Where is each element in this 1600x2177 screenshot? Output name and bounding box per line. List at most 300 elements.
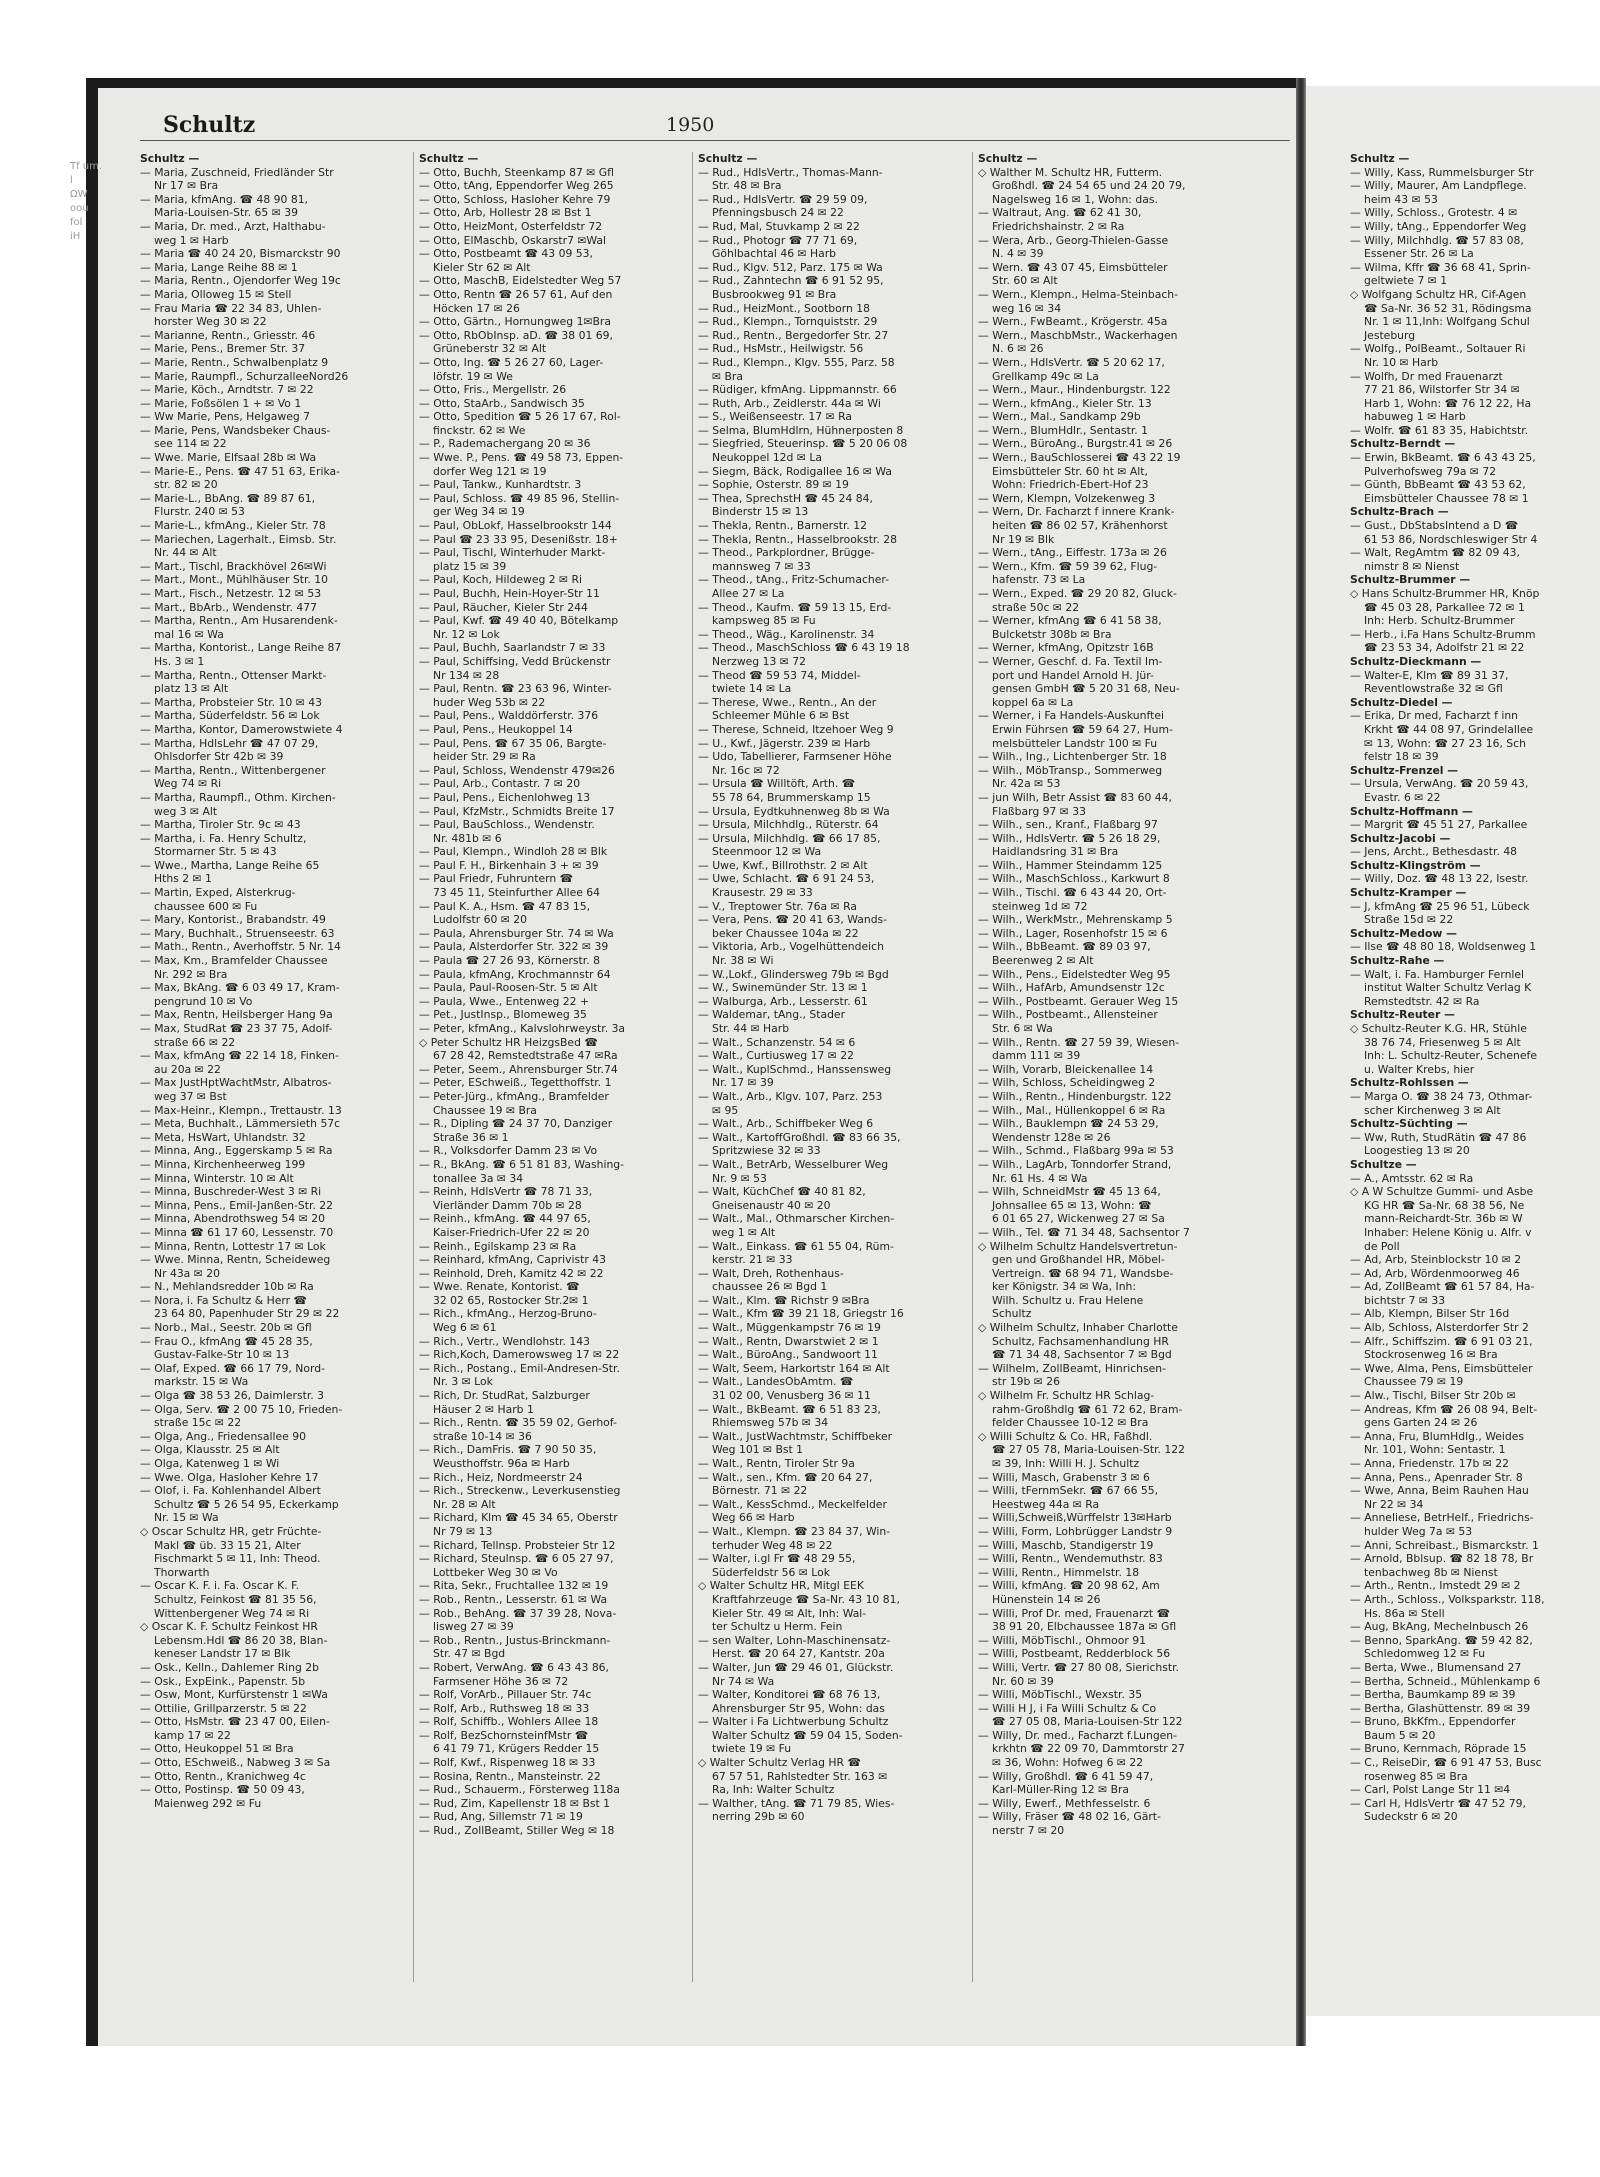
entry-continuation: Schleemer Mühle 6 ✉ Bst — [712, 709, 850, 723]
entry-continuation: Hünenstein 14 ✉ 26 — [992, 1592, 1101, 1606]
directory-entry: — Minna, Buschreder-West 3 ✉ Ri — [140, 1185, 322, 1199]
directory-entry: — Walt., BetrArb, Wesselburer Weg — [698, 1157, 889, 1171]
entry-continuation: kampsweg 85 ✉ Fu — [712, 614, 816, 628]
entry-continuation: Nagelsweg 16 ✉ 1, Wohn: das. — [992, 192, 1158, 206]
directory-column-1 — [140, 152, 408, 2012]
directory-entry: — Anna, Pens., Apenrader Str. 8 — [1350, 1470, 1523, 1484]
directory-entry: — Paul, Arb., Contastr. 7 ✉ 20 — [419, 777, 581, 791]
directory-entry: — Paul, BauSchloss., Wendenstr. — [419, 818, 595, 832]
entry-continuation: chaussee 600 ✉ Fu — [154, 899, 258, 913]
entry-continuation: twiete 19 ✉ Fu — [712, 1742, 792, 1756]
directory-entry: — Reinhard, kfmAng, Caprivistr 43 — [419, 1253, 606, 1267]
entry-continuation: Nr 43a ✉ 20 — [154, 1266, 220, 1280]
directory-entry: — Mary, Buchhalt., Struenseestr. 63 — [140, 926, 335, 940]
directory-entry: — Mart., Tischl, Brackhövel 26✉Wi — [140, 559, 327, 573]
directory-entry: ◇ Wilhelm Schultz Handelsvertretun- — [978, 1239, 1178, 1253]
directory-entry: — Peter, kfmAng., Kalvslohrweystr. 3a — [419, 1022, 626, 1035]
directory-entry: — Osk., Kelln., Dahlemer Ring 2b — [140, 1660, 320, 1674]
entry-continuation: straße 10-14 ✉ 36 — [433, 1429, 532, 1443]
directory-entry: — Martha, Tiroler Str. 9c ✉ 43 — [140, 818, 301, 832]
surname-heading: Schultze — — [1350, 1157, 1417, 1171]
entry-continuation: hafenstr. 73 ✉ La — [992, 573, 1086, 587]
directory-entry: ◇ Wilhelm Schultz, Inhaber Charlotte — [978, 1321, 1178, 1335]
directory-entry: — A., Amtsstr. 62 ✉ Ra — [1350, 1171, 1474, 1185]
directory-entry: — Ilse ☎ 48 80 18, Woldsenweg 1 — [1350, 940, 1537, 954]
entry-continuation: Loogestieg 13 ✉ 20 — [1364, 1144, 1470, 1158]
directory-entry: — Paula, Paul-Roosen-Str. 5 ✉ Alt — [419, 981, 598, 995]
directory-entry: — Marie-E., Pens. ☎ 47 51 63, Erika- — [140, 464, 341, 478]
margin-note: Tf um. — [70, 161, 103, 172]
entry-continuation: Nr. 12 ✉ Lok — [433, 627, 500, 641]
directory-entry: — Wera, Arb., Georg-Thielen-Gasse — [978, 233, 1169, 247]
entry-continuation: Ahrensburger Str 95, Wohn: das — [712, 1701, 885, 1715]
entry-continuation: Haidlandsring 31 ✉ Bra — [992, 845, 1119, 859]
directory-entry: — Willi,Schweiß,Würffelstr 13✉Harb — [978, 1511, 1172, 1525]
directory-entry: — Reinhold, Dreh, Kamitz 42 ✉ 22 — [419, 1266, 604, 1280]
entry-continuation: ker Königstr. 34 ✉ Wa, Inh: — [992, 1280, 1137, 1294]
entry-continuation: Vertreign. ☎ 68 94 71, Wandsbe- — [992, 1266, 1174, 1280]
entry-continuation: Pfenningsbusch 24 ✉ 22 — [712, 206, 844, 220]
directory-entry: — Walt., JustWachtmstr, Schiffbeker — [698, 1429, 893, 1443]
entry-continuation: Nr 134 ✉ 28 — [433, 668, 500, 682]
directory-entry: — Willy, Fräser ☎ 48 02 16, Gärt- — [978, 1810, 1161, 1824]
entry-continuation: Krkht ☎ 44 08 97, Grindelallee — [1364, 722, 1534, 736]
entry-continuation: Erwin Führsen ☎ 59 64 27, Hum- — [992, 722, 1173, 736]
entry-continuation: Nr. 44 ✉ Alt — [154, 546, 217, 560]
directory-entry: — Willi, Form, Lohbrügger Landstr 9 — [978, 1524, 1173, 1538]
directory-entry: — Rolf, Schiffb., Wohlers Allee 18 — [419, 1715, 599, 1729]
directory-entry: — Otto, Gärtn., Hornungweg 1✉Bra — [419, 315, 611, 329]
directory-entry: — Theod., Parkplordner, Brügge- — [698, 546, 875, 560]
entry-continuation: Inh: Herb. Schultz-Brummer — [1364, 614, 1515, 628]
entry-continuation: see 114 ✉ 22 — [154, 437, 227, 451]
directory-entry: — Marie, Köch., Arndtstr. 7 ✉ 22 — [140, 383, 314, 397]
directory-entry: — Olga, Ang., Friedensallee 90 — [140, 1429, 306, 1443]
directory-entry: — Wolfh, Dr med Frauenarzt — [1350, 369, 1503, 383]
entry-continuation: Schultz ☎ 5 26 54 95, Eckerkamp — [154, 1497, 339, 1511]
entry-continuation: 61 53 86, Nordschleswiger Str 4 — [1364, 532, 1538, 546]
entry-continuation: weg 1 ✉ Harb — [154, 233, 229, 247]
directory-entry: — Otto, Spedition ☎ 5 26 17 67, Rol- — [419, 410, 621, 424]
entry-continuation: Kieler Str 62 ✉ Alt — [433, 260, 531, 274]
entry-continuation: institut Walter Schultz Verlag K — [1364, 981, 1532, 995]
directory-entry: — Therese, Wwe., Rentn., An der — [698, 695, 877, 709]
entry-continuation: Straße 15d ✉ 22 — [1364, 913, 1454, 927]
directory-entry: — Bertha, Schneid., Mühlenkamp 6 — [1350, 1674, 1541, 1688]
directory-entry: — Wolfr. ☎ 61 83 35, Habichtstr. — [1350, 423, 1529, 437]
directory-entry: — Frau Maria ☎ 22 34 83, Uhlen- — [140, 301, 322, 315]
entry-continuation: Hths 2 ✉ 1 — [154, 872, 212, 886]
directory-entry: — Paul, KfzMstr., Schmidts Breite 17 — [419, 804, 615, 818]
directory-entry: — Therese, Schneid, Itzehoer Weg 9 — [698, 722, 894, 736]
directory-entry: — Ottilie, Grillparzerstr. 5 ✉ 22 — [140, 1701, 307, 1715]
directory-entry: — C., ReiseDir, ☎ 6 91 47 53, Busc — [1350, 1756, 1542, 1770]
surname-heading: Schultz — — [1350, 152, 1410, 165]
directory-entry: — Willi, Vertr. ☎ 27 80 08, Sierichstr. — [978, 1660, 1179, 1674]
directory-entry: — Willy, tAng., Eppendorfer Weg — [1350, 219, 1527, 233]
directory-entry: — Olga ☎ 38 53 26, Daimlerstr. 3 — [140, 1389, 325, 1403]
directory-entry: — Peter, ESchweiß., Tegetthoffstr. 1 — [419, 1076, 612, 1090]
entry-continuation: hulder Weg 7a ✉ 53 — [1364, 1524, 1473, 1538]
running-head-name: Schultz — [163, 112, 256, 138]
entry-continuation: Maienweg 292 ✉ Fu — [154, 1796, 262, 1810]
entry-continuation: au 20a ✉ 22 — [154, 1062, 221, 1076]
surname-heading: Schultz-Hoffmann — — [1350, 804, 1473, 818]
entry-continuation: Essener Str. 26 ✉ La — [1364, 247, 1474, 261]
entry-continuation: Farmsener Höhe 36 ✉ 72 — [433, 1674, 569, 1688]
directory-entry: — Rob., Rentn., Justus-Brinckmann- — [419, 1633, 611, 1647]
entry-continuation: Str. 6 ✉ Wa — [992, 1022, 1053, 1035]
directory-entry: — Otto, Schloss, Hasloher Kehre 79 — [419, 192, 611, 206]
entry-continuation: twiete 14 ✉ La — [712, 682, 792, 696]
entry-continuation: mal 16 ✉ Wa — [154, 627, 224, 641]
directory-entry: — Otto, HsMstr. ☎ 23 47 00, Eilen- — [140, 1715, 330, 1729]
directory-entry: — Marie-L., BbAng. ☎ 89 87 61, — [140, 491, 316, 505]
directory-entry: ◇ Walter Schultz HR, Mitgl EEK — [698, 1579, 864, 1593]
directory-entry: — Paula ☎ 27 26 93, Körnerstr. 8 — [419, 954, 600, 968]
directory-entry: — Paul, Pens. ☎ 67 35 06, Bargte- — [419, 736, 607, 750]
directory-entry: — Wern., tAng., Eiffestr. 173a ✉ 26 — [978, 546, 1167, 560]
directory-entry: — Wilh., MöbTransp., Sommerweg — [978, 763, 1163, 777]
directory-entry: — Frau O., kfmAng ☎ 45 28 35, — [140, 1334, 313, 1348]
directory-entry: — Wwe. Minna, Rentn, Scheideweg — [140, 1253, 331, 1267]
directory-entry: — Mart., Mont., Mühlhäuser Str. 10 — [140, 573, 329, 587]
margin-note: fol — [70, 217, 83, 228]
directory-entry: — Walt, RegAmtm ☎ 82 09 43, — [1350, 546, 1520, 560]
directory-entry: — Rita, Sekr., Fruchtallee 132 ✉ 19 — [419, 1579, 609, 1593]
directory-entry: — Wilhelm, ZollBeamt, Hinrichsen- — [978, 1361, 1167, 1375]
entry-continuation: Nr. 3 ✉ Lok — [433, 1375, 493, 1389]
directory-entry: — Arth., Rentn., Imstedt 29 ✉ 2 — [1350, 1579, 1521, 1593]
entry-continuation: rahm-Großhdlg ☎ 61 72 62, Bram- — [992, 1402, 1183, 1416]
entry-continuation: Nr. 9 ✉ 53 — [712, 1171, 767, 1185]
entry-continuation: Eimsbütteler Str. 60 ht ✉ Alt, — [992, 464, 1148, 478]
directory-entry: — Willy, Doz. ☎ 48 13 22, Isestr. — [1350, 872, 1529, 886]
directory-entry: — Otto, Postinsp. ☎ 50 09 43, — [140, 1783, 305, 1797]
directory-entry: — Olaf, Exped. ☎ 66 17 79, Nord- — [140, 1361, 325, 1375]
entry-continuation: Nr. 38 ✉ Wi — [712, 954, 774, 968]
directory-entry: — Anna, Friedenstr. 17b ✉ 22 — [1350, 1457, 1510, 1470]
directory-entry: — Ww Marie, Pens, Helgaweg 7 — [140, 410, 311, 424]
entry-continuation: str. 82 ✉ 20 — [154, 478, 218, 492]
directory-entry: — Willi, tFernmSekr. ☎ 67 66 55, — [978, 1484, 1159, 1498]
entry-continuation: keneser Landstr 17 ✉ Blk — [154, 1647, 291, 1661]
directory-entry: — Minna, Rentn, Lottestr 17 ✉ Lok — [140, 1239, 326, 1253]
directory-entry: — Willi, MöbTischl., Wexstr. 35 — [978, 1688, 1143, 1702]
entry-continuation: u. Walter Krebs, hier — [1364, 1062, 1475, 1076]
entry-continuation: Süderfeldstr 56 ✉ Lok — [712, 1565, 830, 1579]
directory-entry: — Wern, Dr. Facharzt f innere Krank- — [978, 505, 1175, 519]
entry-continuation: 77 21 86, Wilstorfer Str 34 ✉ — [1364, 383, 1520, 397]
directory-entry: — Jens, Archt., Bethesdastr. 48 — [1350, 845, 1518, 859]
entry-continuation: Nr. 16c ✉ 72 — [712, 763, 780, 777]
directory-entry: — Rolf, BezSchornsteinfMstr ☎ — [419, 1728, 589, 1742]
directory-entry: — Benno, SparkAng. ☎ 59 42 82, — [1350, 1633, 1533, 1647]
directory-entry: — Rud., ZollBeamt, Stiller Weg ✉ 18 — [419, 1824, 615, 1838]
directory-entry: — Sophie, Osterstr. 89 ✉ 19 — [698, 478, 849, 492]
entry-continuation: Börnestr. 71 ✉ 22 — [712, 1484, 808, 1498]
directory-entry: — Wilh., Lager, Rosenhofstr 15 ✉ 6 — [978, 926, 1168, 940]
entry-continuation: Hs. 3 ✉ 1 — [154, 654, 205, 668]
directory-entry: — Martha, Kontor, Damerowstwiete 4 — [140, 722, 343, 736]
directory-entry: — Wilh, Schloss, Scheidingweg 2 — [978, 1076, 1156, 1090]
directory-entry: — Willy, Maurer, Am Landpflege. — [1350, 179, 1527, 193]
directory-entry: — Alfr., Schiffszim. ☎ 6 91 03 21, — [1350, 1334, 1533, 1348]
directory-entry: — Olga, Serv. ☎ 2 00 75 10, Frieden- — [140, 1402, 343, 1416]
entry-continuation: Schultz — [992, 1307, 1032, 1321]
directory-entry: — Paula, Alsterdorfer Str. 322 ✉ 39 — [419, 940, 609, 954]
entry-continuation: Friedrichshainstr. 2 ✉ Ra — [992, 219, 1125, 233]
directory-entry: — Bertha, Baumkamp 89 ✉ 39 — [1350, 1688, 1516, 1702]
directory-entry: — Marie, Rentn., Schwalbenplatz 9 — [140, 355, 329, 369]
directory-entry: — Robert, VerwAng. ☎ 6 43 43 86, — [419, 1660, 609, 1674]
directory-entry: — Wern., Kfm. ☎ 59 39 62, Flug- — [978, 559, 1158, 573]
directory-entry: — Rich., kfmAng., Herzog-Bruno- — [419, 1307, 597, 1321]
entry-continuation: ☎ Sa-Nr. 36 52 31, Rödingsma — [1364, 301, 1532, 315]
entry-continuation: tenbachweg 8b ✉ Nienst — [1364, 1565, 1498, 1579]
directory-entry: — Walt, KüchChef ☎ 40 81 82, — [698, 1185, 866, 1199]
directory-entry: — Wilh., HdlsVertr. ☎ 5 26 18 29, — [978, 831, 1161, 845]
entry-continuation: Neukoppel 12d ✉ La — [712, 451, 822, 465]
directory-entry: — Martha, Probsteier Str. 10 ✉ 43 — [140, 695, 322, 709]
entry-continuation: löfstr. 19 ✉ We — [433, 369, 513, 383]
directory-entry: — Marie, Pens, Wandsbeker Chaus- — [140, 423, 331, 437]
entry-continuation: Baum 5 ✉ 20 — [1364, 1728, 1436, 1742]
directory-entry: — Wern., Maur., Hindenburgstr. 122 — [978, 383, 1171, 397]
directory-entry: — Peter, Seem., Ahrensburger Str.74 — [419, 1062, 618, 1076]
entry-continuation: koppel 6a ✉ La — [992, 695, 1074, 709]
directory-entry: — Otto, Arb, Hollestr 28 ✉ Bst 1 — [419, 206, 592, 220]
entry-continuation: Nr 17 ✉ Bra — [154, 179, 219, 193]
directory-entry: — Otto, Buchh, Steenkamp 87 ✉ Gfl — [419, 165, 614, 179]
entry-continuation: 73 45 11, Steinfurther Allee 64 — [433, 886, 601, 900]
entry-continuation: Wilh. Schultz u. Frau Helene — [992, 1293, 1144, 1307]
directory-entry: — Carl, Polst Lange Str 11 ✉4 — [1350, 1783, 1511, 1797]
directory-entry: — Walter-E, Klm ☎ 89 31 37, — [1350, 668, 1509, 682]
entry-continuation: Beerenweg 2 ✉ Alt — [992, 954, 1094, 968]
directory-entry: — Walt., Curtiusweg 17 ✉ 22 — [698, 1049, 855, 1063]
directory-entry: — Rich, Dr. StudRat, Salzburger — [419, 1389, 590, 1403]
header-rule — [140, 140, 1290, 141]
directory-entry: — Günth, BbBeamt ☎ 43 53 62, — [1350, 478, 1526, 492]
directory-entry: ◇ Wilhelm Fr. Schultz HR Schlag- — [978, 1389, 1155, 1403]
entry-continuation: Johnsallee 65 ✉ 13, Wohn: ☎ — [992, 1198, 1152, 1212]
directory-entry: — Anneliese, BetrHelf., Friedrichs- — [1350, 1511, 1534, 1525]
directory-column-3 — [698, 152, 966, 2012]
entry-continuation: lisweg 27 ✉ 39 — [433, 1620, 514, 1634]
directory-entry: — Max, Rentn, Heilsberger Hang 9a — [140, 1008, 333, 1022]
entry-continuation: 32 02 65, Rostocker Str.2✉ 1 — [433, 1293, 589, 1307]
directory-entry: — Minna, Winterstr. 10 ✉ Alt — [140, 1171, 294, 1185]
directory-entry: — Ad, ZollBeamt ☎ 61 57 84, Ha- — [1350, 1280, 1535, 1294]
entry-continuation: Kieler Str. 49 ✉ Alt, Inh: Wal- — [712, 1606, 867, 1620]
directory-entry: — Maria, Dr. med., Arzt, Halthabu- — [140, 219, 326, 233]
entry-continuation: ☎ 27 05 78, Maria-Louisen-Str. 122 — [992, 1443, 1185, 1457]
entry-continuation: scher Kirchenweg 3 ✉ Alt — [1364, 1103, 1501, 1117]
directory-entry: — Olga, Klausstr. 25 ✉ Alt — [140, 1443, 280, 1457]
entry-continuation: ✉ 95 — [712, 1103, 739, 1117]
margin-note: l — [70, 175, 73, 186]
directory-entry: — Walt., sen., Kfm. ☎ 20 64 27, — [698, 1470, 873, 1484]
directory-entry: — Rud., Photogr ☎ 77 71 69, — [698, 233, 858, 247]
directory-entry: — Wilh., Mal., Hüllenkoppel 6 ✉ Ra — [978, 1103, 1166, 1117]
directory-entry: — Anni, Schreibast., Bismarckstr. 1 — [1350, 1538, 1539, 1552]
directory-entry: — R., BkAng. ☎ 6 51 81 83, Washing- — [419, 1157, 625, 1171]
entry-continuation: Nr 19 ✉ Blk — [992, 532, 1055, 546]
directory-entry: — Wilh., MaschSchloss., Karkwurt 8 — [978, 872, 1170, 886]
entry-continuation: Nr 79 ✉ 13 — [433, 1524, 493, 1538]
directory-entry: — Martha, i. Fa. Henry Schultz, — [140, 831, 307, 845]
entry-continuation: Spritzwiese 32 ✉ 33 — [712, 1144, 821, 1158]
directory-entry: — Willy, Dr. med., Facharzt f.Lungen- — [978, 1728, 1178, 1742]
entry-continuation: ✉ 13, Wohn: ☎ 27 23 16, Sch — [1364, 736, 1526, 750]
directory-entry: — Siegfried, Steuerinsp. ☎ 5 20 06 08 — [698, 437, 908, 451]
directory-entry: — Meta, Buchhalt., Lämmersieth 57c — [140, 1117, 341, 1131]
directory-entry: — Osw, Mont, Kurfürstenstr 1 ✉Wa — [140, 1688, 328, 1702]
directory-entry: — Martha, Rentn., Ottenser Markt- — [140, 668, 327, 682]
directory-entry: — Paul, Schiffsing, Vedd Brückenstr — [419, 654, 611, 668]
directory-entry: — Ruth, Arb., Zeidlerstr. 44a ✉ Wi — [698, 396, 881, 410]
entry-continuation: Stockrosenweg 16 ✉ Bra — [1364, 1348, 1498, 1362]
directory-entry: — Rud., Rentn., Bergedorfer Str. 27 — [698, 328, 889, 342]
directory-entry: — Rud., HsMstr., Heilwigstr. 56 — [698, 342, 864, 356]
entry-continuation: rosenweg 85 ✉ Bra — [1364, 1769, 1468, 1783]
directory-entry: — Ursula, VerwAng. ☎ 20 59 43, — [1350, 777, 1529, 791]
entry-continuation: Steenmoor 12 ✉ Wa — [712, 845, 822, 859]
directory-entry: — Marie, Pens., Bremer Str. 37 — [140, 342, 306, 356]
entry-continuation: 67 57 51, Rahlstedter Str. 163 ✉ — [712, 1769, 888, 1783]
entry-continuation: platz 15 ✉ 39 — [433, 559, 507, 573]
directory-entry: — Alb, Klempn, Bilser Str 16d — [1350, 1307, 1510, 1321]
directory-entry: — Otto, MaschB, Eidelstedter Weg 57 — [419, 274, 622, 288]
entry-continuation: ✉ 36, Wohn: Hofweg 6 ✉ 22 — [992, 1756, 1144, 1770]
column-divider — [413, 152, 414, 1982]
entry-continuation: Großhdl. ☎ 24 54 65 und 24 20 79, — [992, 179, 1186, 193]
directory-entry: — Thea, SprechstH ☎ 45 24 84, — [698, 491, 873, 505]
directory-entry: — Paul, Rentn. ☎ 23 63 96, Winter- — [419, 682, 612, 696]
directory-entry: — R., Dipling ☎ 24 37 70, Danziger — [419, 1117, 613, 1131]
entry-continuation: Höcken 17 ✉ 26 — [433, 301, 520, 315]
surname-heading: Schultz-Brummer — — [1350, 573, 1471, 587]
page-year: 1950 — [666, 114, 715, 136]
directory-entry: — Paul, ObLokf, Hasselbrookstr 144 — [419, 519, 612, 533]
directory-entry: — Berta, Wwe., Blumensand 27 — [1350, 1660, 1522, 1674]
directory-entry: — Pet., JustInsp., Blomeweg 35 — [419, 1008, 587, 1022]
directory-entry: — Anna, Fru, BlumHdlg., Weides — [1350, 1429, 1525, 1443]
directory-entry: — Wilh., Hammer Steindamm 125 — [978, 858, 1163, 872]
directory-entry: — Erwin, BkBeamt. ☎ 6 43 43 25, — [1350, 451, 1536, 465]
directory-entry: — Walt, i. Fa. Hamburger Fernlel — [1350, 967, 1525, 981]
entry-continuation: weg 1 ✉ Alt — [712, 1225, 776, 1239]
directory-entry: — Wilh., WerkMstr., Mehrenskamp 5 — [978, 913, 1173, 927]
directory-entry: — Minna, Pens., Emil-Janßen-Str. 22 — [140, 1198, 334, 1212]
entry-continuation: ☎ 23 53 34, Adolfstr 21 ✉ 22 — [1364, 641, 1525, 655]
directory-entry: — Rud., Klgv. 512, Parz. 175 ✉ Wa — [698, 260, 883, 274]
directory-entry: — Minna, Abendrothsweg 54 ✉ 20 — [140, 1212, 325, 1226]
directory-entry: — Walther, tAng. ☎ 71 79 85, Wies- — [698, 1796, 895, 1810]
directory-entry: — Walt., KessSchmd., Meckelfelder — [698, 1497, 887, 1511]
directory-entry: — Walt., Arb., Schiffbeker Weg 6 — [698, 1117, 874, 1131]
directory-entry: — Martha, Raumpfl., Othm. Kirchen- — [140, 790, 336, 804]
directory-entry: — Vera, Pens. ☎ 20 41 63, Wands- — [698, 913, 888, 927]
entry-continuation: Stormarner Str. 5 ✉ 43 — [154, 845, 277, 859]
directory-entry: — Martha, Süderfeldstr. 56 ✉ Lok — [140, 709, 320, 723]
directory-entry: — U., Kwf., Jägerstr. 239 ✉ Harb — [698, 736, 871, 750]
entry-continuation: 67 28 42, Remstedtstraße 47 ✉Ra — [433, 1049, 618, 1063]
entry-continuation: Herst. ☎ 20 64 27, Kantstr. 20a — [712, 1647, 885, 1661]
entry-continuation: mann-Reichardt-Str. 36b ✉ W — [1364, 1212, 1523, 1226]
entry-continuation: Schultz, Feinkost ☎ 81 35 56, — [154, 1592, 317, 1606]
directory-entry: — Martha, Rentn., Am Husarendenk- — [140, 614, 338, 628]
directory-entry: — Paul, Kwf. ☎ 49 40 40, Bötelkamp — [419, 614, 619, 628]
directory-entry: — Walter, Jun ☎ 29 46 01, Glückstr. — [698, 1660, 894, 1674]
directory-entry: — Willi, Rentn., Wendemuthstr. 83 — [978, 1552, 1163, 1566]
margin-note: iH — [70, 231, 81, 242]
margin-note: oou — [70, 203, 89, 214]
directory-entry: — Paul, Klempn., Windloh 28 ✉ Blk — [419, 845, 608, 859]
surname-heading: Schultz — — [978, 152, 1038, 165]
entry-continuation: pengrund 10 ✉ Vo — [154, 994, 253, 1008]
entry-continuation: Flurstr. 240 ✉ 53 — [154, 505, 245, 519]
directory-entry: — Wilh., sen., Kranf., Flaßbarg 97 — [978, 818, 1158, 832]
entry-continuation: steinweg 1d ✉ 72 — [992, 899, 1088, 913]
directory-entry: — Wilh., Tischl. ☎ 6 43 44 20, Ort- — [978, 886, 1167, 900]
directory-entry: — Meta, HsWart, Uhlandstr. 32 — [140, 1130, 306, 1144]
entry-continuation: Chaussee 19 ✉ Bra — [433, 1103, 537, 1117]
surname-heading: Schultz — — [140, 152, 200, 165]
directory-entry: — Wern, Klempn, Volzekenweg 3 — [978, 491, 1156, 505]
directory-column-right-page — [1350, 152, 1600, 2012]
entry-continuation: 38 76 74, Friesenweg 5 ✉ Alt — [1364, 1035, 1521, 1049]
book-gutter — [1296, 78, 1306, 2046]
directory-entry: ◇ Oscar K. F. Schultz Feinkost HR — [140, 1620, 318, 1634]
directory-entry: — Walt., Kfm ☎ 39 21 18, Griegstr 16 — [698, 1307, 904, 1321]
directory-entry: — Paula, kfmAng, Krochmannstr 64 — [419, 967, 611, 981]
entry-continuation: Nr. 481b ✉ 6 — [433, 831, 502, 845]
directory-entry: — Paul, Schloss. ☎ 49 85 96, Stellin- — [419, 491, 620, 505]
directory-entry: — Wwe, Anna, Beim Rauhen Hau — [1350, 1484, 1529, 1498]
directory-entry: — Wern., Klempn., Helma-Steinbach- — [978, 287, 1179, 301]
directory-entry: — Rud, Zim, Kapellenstr 18 ✉ Bst 1 — [419, 1796, 611, 1810]
directory-entry: — Theod., Wäg., Karolinenstr. 34 — [698, 627, 875, 641]
directory-entry: — Rosina, Rentn., Mansteinstr. 22 — [419, 1769, 601, 1783]
directory-entry: — Willy, Ewerf., Methfesselstr. 6 — [978, 1796, 1151, 1810]
surname-heading: Schultz-Frenzel — — [1350, 763, 1459, 777]
directory-entry: — Carl H, HdlsVertr ☎ 47 52 79, — [1350, 1796, 1526, 1810]
entry-continuation: nimstr 8 ✉ Nienst — [1364, 559, 1460, 573]
directory-entry: — Paul, Pens., Heukoppel 14 — [419, 722, 573, 736]
directory-entry: — J, kfmAng ☎ 25 96 51, Lübeck — [1350, 899, 1530, 913]
directory-entry: — Theod., Kaufm. ☎ 59 13 15, Erd- — [698, 600, 892, 614]
entry-continuation: horster Weg 30 ✉ 22 — [154, 315, 267, 329]
entry-continuation: Binderstr 15 ✉ 13 — [712, 505, 809, 519]
entry-continuation: Walter Schultz ☎ 59 04 15, Soden- — [712, 1728, 903, 1742]
directory-entry: — Maria ☎ 40 24 20, Bismarckstr 90 — [140, 247, 341, 261]
directory-entry: — Walt, Dreh, Rothenhaus- — [698, 1266, 844, 1280]
directory-entry: — Paula, Ahrensburger Str. 74 ✉ Wa — [419, 926, 614, 940]
directory-entry: — Paul, Buchh, Saarlandstr 7 ✉ 33 — [419, 641, 606, 655]
directory-entry: — Ursula, Milchhdlg., Rüterstr. 64 — [698, 818, 879, 832]
directory-entry: — Rich., Heiz, Nordmeerstr 24 — [419, 1470, 583, 1484]
entry-continuation: Nr. 60 ✉ 39 — [992, 1674, 1054, 1688]
directory-entry: — Wern., Mal., Sandkamp 29b — [978, 410, 1141, 424]
entry-continuation: kerstr. 21 ✉ 33 — [712, 1253, 793, 1267]
directory-entry: — Martha, Rentn., Wittenbergener — [140, 763, 326, 777]
directory-entry: — Wilma, Kffr ☎ 36 68 41, Sprin- — [1350, 260, 1531, 274]
directory-entry: — Willi, Postbeamt, Redderblock 56 — [978, 1647, 1171, 1661]
directory-entry: — Rud., Klempn., Tornquiststr. 29 — [698, 315, 878, 329]
directory-entry: — Otto, Rentn., Kranichweg 4c — [140, 1769, 306, 1783]
